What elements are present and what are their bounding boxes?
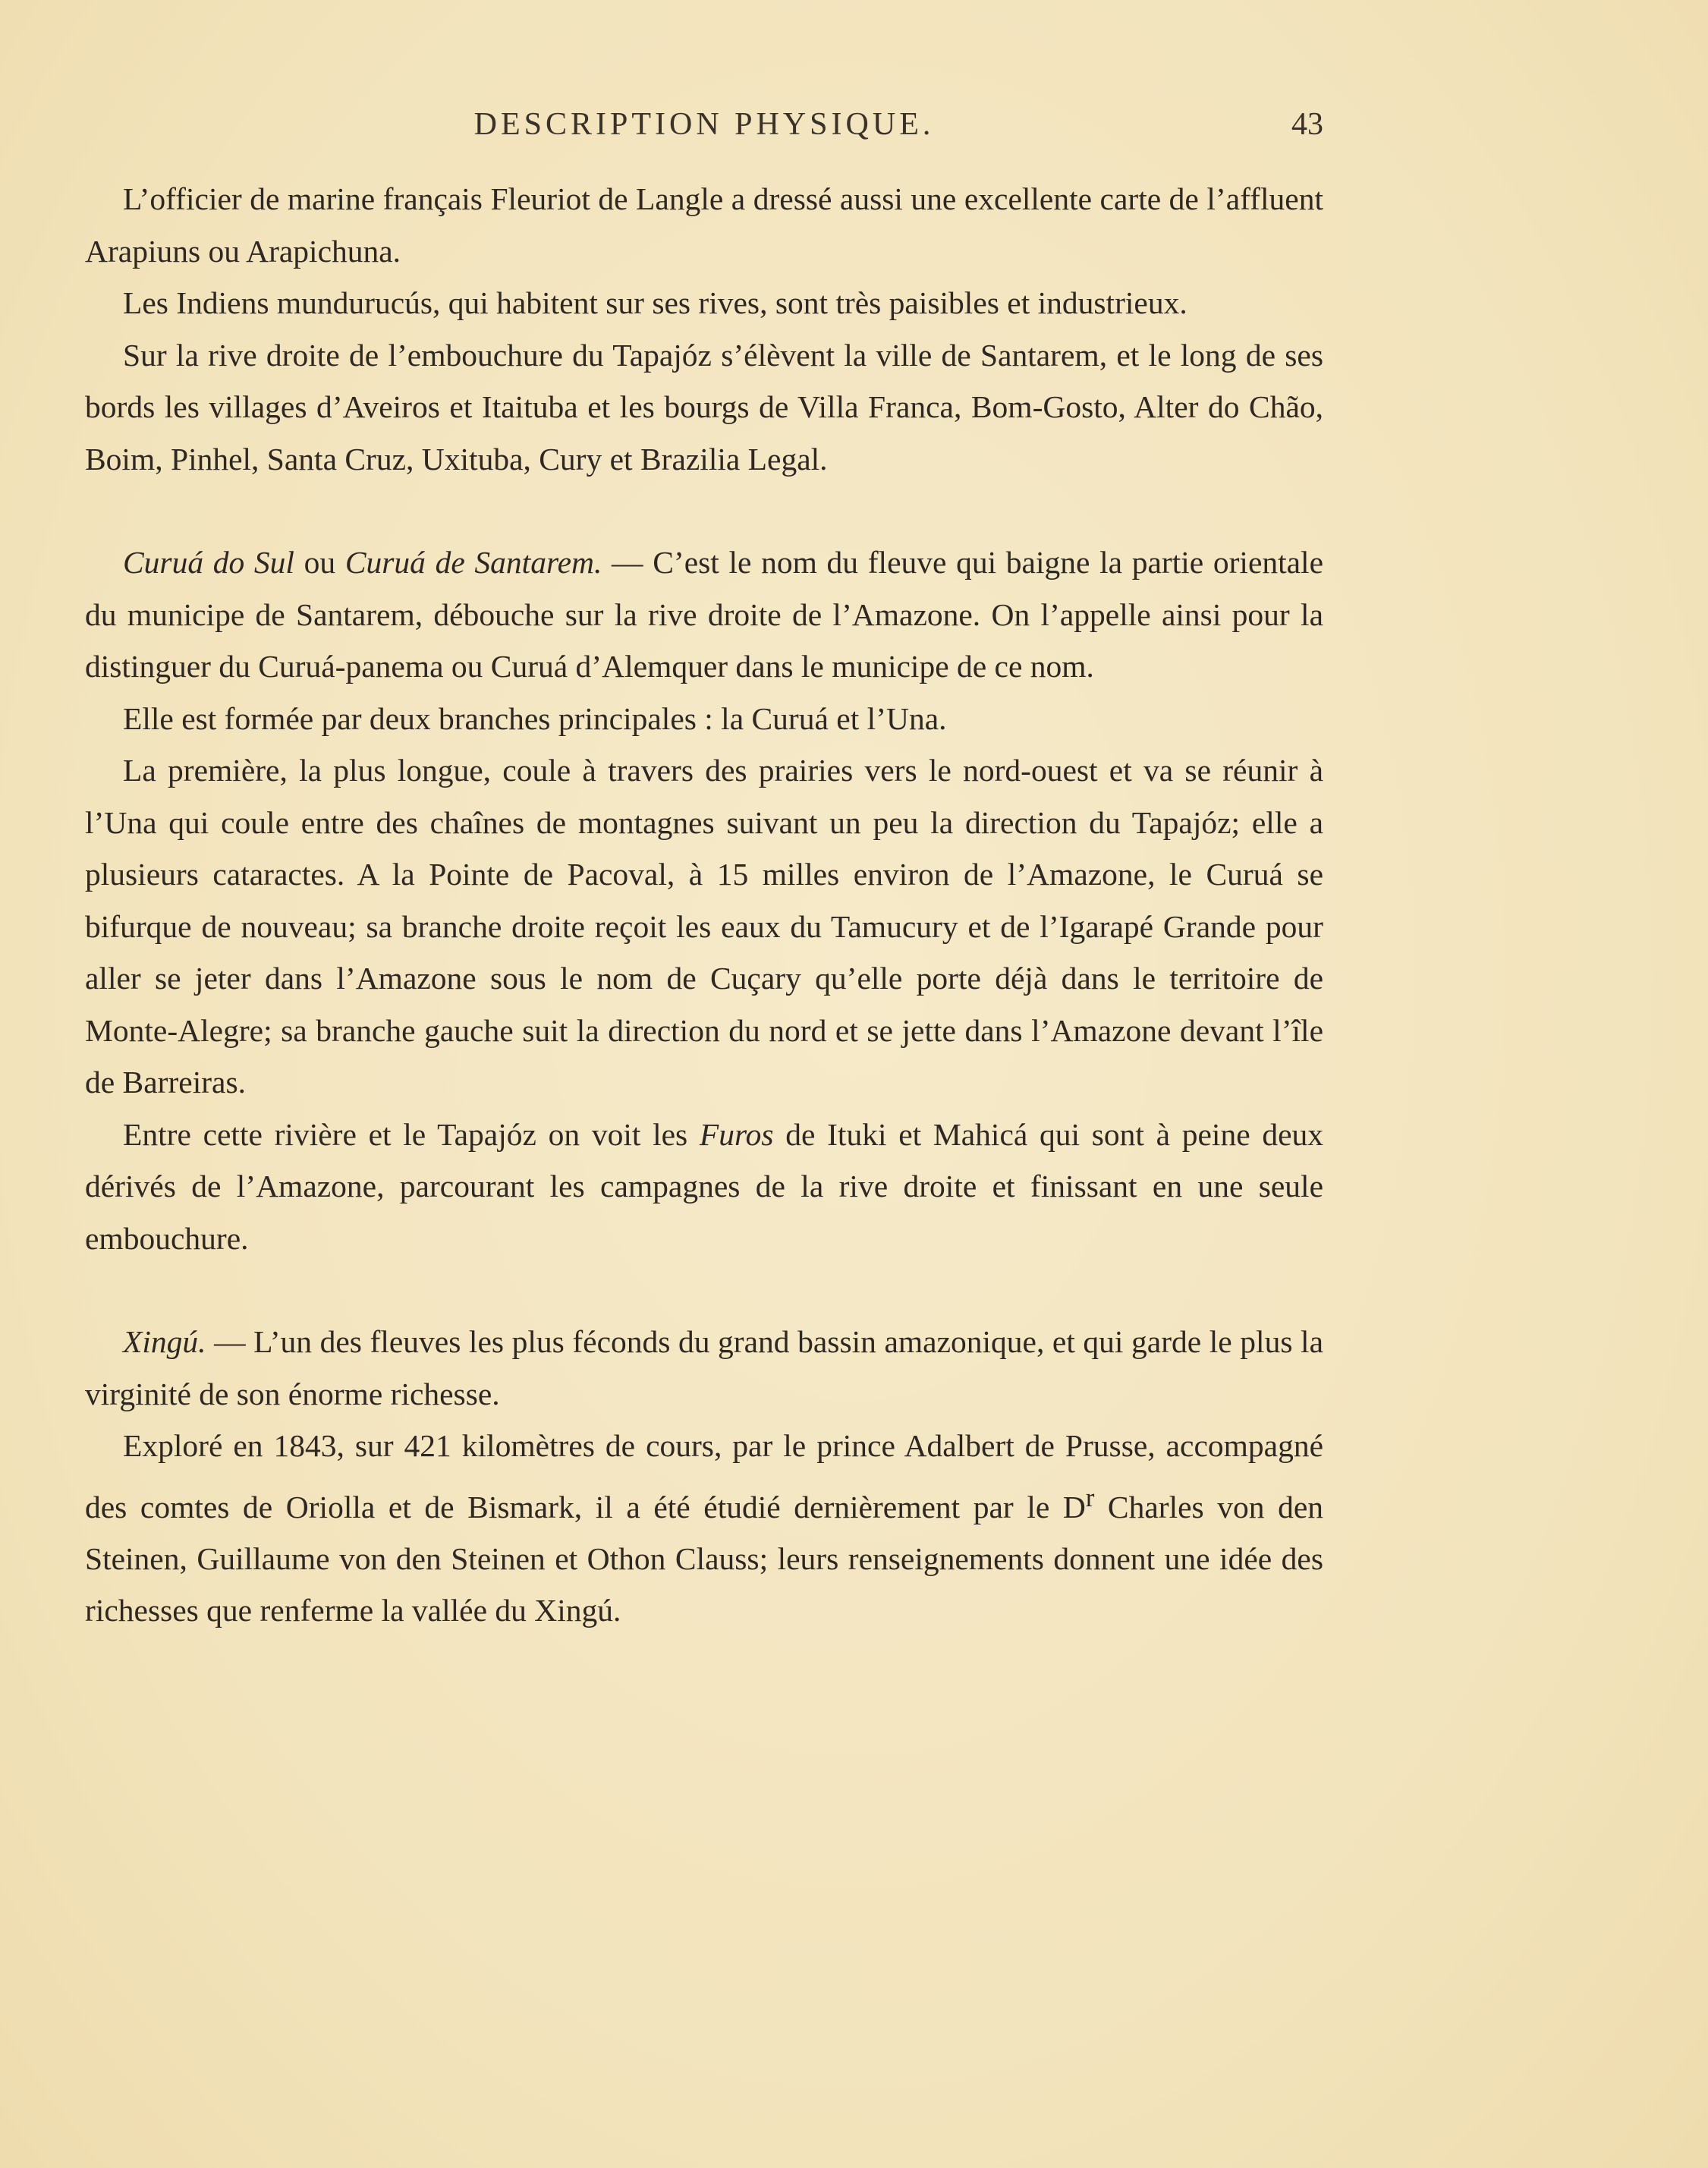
paragraph-text: — C’est le nom du fleuve qui baigne la partie orientale du municipe de Santarem, débouche sur la rive droite de l’Amazone. On l’appelle ainsi pour la distinguer du Curuá-panema ou Curuá d’Alemquer dans le municipe de ce nom. [85, 545, 1324, 684]
paragraph-text: Entre cette rivière et le Tapajóz on voit les [123, 1116, 700, 1152]
section-xingu [85, 1316, 1323, 1420]
section-title: Xingú. [123, 1324, 206, 1359]
body-text [85, 173, 1323, 1637]
paragraph-first-branch [85, 744, 1323, 1109]
title-connector: ou [294, 545, 345, 580]
paragraph-santarem-towns [85, 329, 1323, 486]
paragraph-two-branches [85, 693, 1323, 745]
paragraph-text: Sur la rive droite de l’embouchure du Tapajóz s’élèvent la ville de Santarem, et le long de ses bords les villages d’Aveiros et Itaituba et les bourgs de Villa Franca, Bom-Gosto, Alter do Chão, Boim, Pinhel, Santa Cruz, Uxituba, Cury et Brazilia Legal. [85, 337, 1323, 477]
paragraph-xingu-exploration [85, 1420, 1323, 1637]
section-title-alt: Curuá de Santarem. [344, 545, 602, 580]
paragraph-text: — L’un des fleuves les plus féconds du grand bassin amazonique, et qui garde le plus la virginité de son énorme richesse. [85, 1324, 1323, 1411]
paragraph-fleuriot-map [85, 173, 1323, 277]
paragraph-text: L’officier de marine français Fleuriot de Langle a dressé aussi une excellente carte de l’affluent Arapiuns ou Arapichuna. [85, 181, 1323, 269]
paragraph-text: Les Indiens mundurucús, qui habitent sur ses rives, sont très paisibles et industrieux. [123, 285, 1187, 320]
paragraph-text: Elle est formée par deux branches principales : la Curuá et l’Una. [123, 700, 947, 736]
paragraph-mundurucus [85, 277, 1323, 329]
paragraph-furos [85, 1109, 1323, 1265]
page-number: 43 [1291, 107, 1323, 142]
paragraph-text: Exploré en 1843, sur 421 kilomètres de cours, par le prince Adalbert de Prusse, accompagné des comtes de Oriolla et de Bismark, il a été étudié dernièrement par le D [85, 1428, 1323, 1525]
running-title: DESCRIPTION PHYSIQUE. [473, 107, 935, 142]
section-title: Curuá do Sul [123, 545, 294, 580]
page-header [85, 106, 1323, 152]
paragraph-text-continued: Charles von den Steinen, Guillaume von den Steinen et Othon Clauss; leurs renseignements donnent une idée des richesses que renferme la vallée du Xingú. [85, 1489, 1323, 1628]
paragraph-text-continued: de Ituki et Mahicá qui sont à peine deux dérivés de l’Amazone, parcourant les campagnes de la rive droite et finissant en une seule embouchure. [85, 1116, 1324, 1256]
italic-term: Furos [699, 1116, 774, 1152]
section-curua-do-sul [85, 536, 1323, 693]
paragraph-text: La première, la plus longue, coule à travers des prairies vers le nord-ouest et va se réunir à l’Una qui coule entre des chaînes de montagnes suivant un peu la direction du Tapajóz; elle a plusieurs cataractes. A la Pointe de Pacoval, à 15 milles environ de l’Amazone, le Curuá se bifurque de nouveau; sa branche droite reçoit les eaux du Tamucury et de l’Igarapé Grande pour aller se jeter dans l’Amazone sous le nom de Cuçary qu’elle porte déjà dans le territoire de Monte-Alegre; sa branche gauche suit la direction du nord et se jette dans l’Amazone devant l’île de Barreiras. [85, 753, 1323, 1100]
superscript-abbreviation: r [1085, 1483, 1095, 1512]
